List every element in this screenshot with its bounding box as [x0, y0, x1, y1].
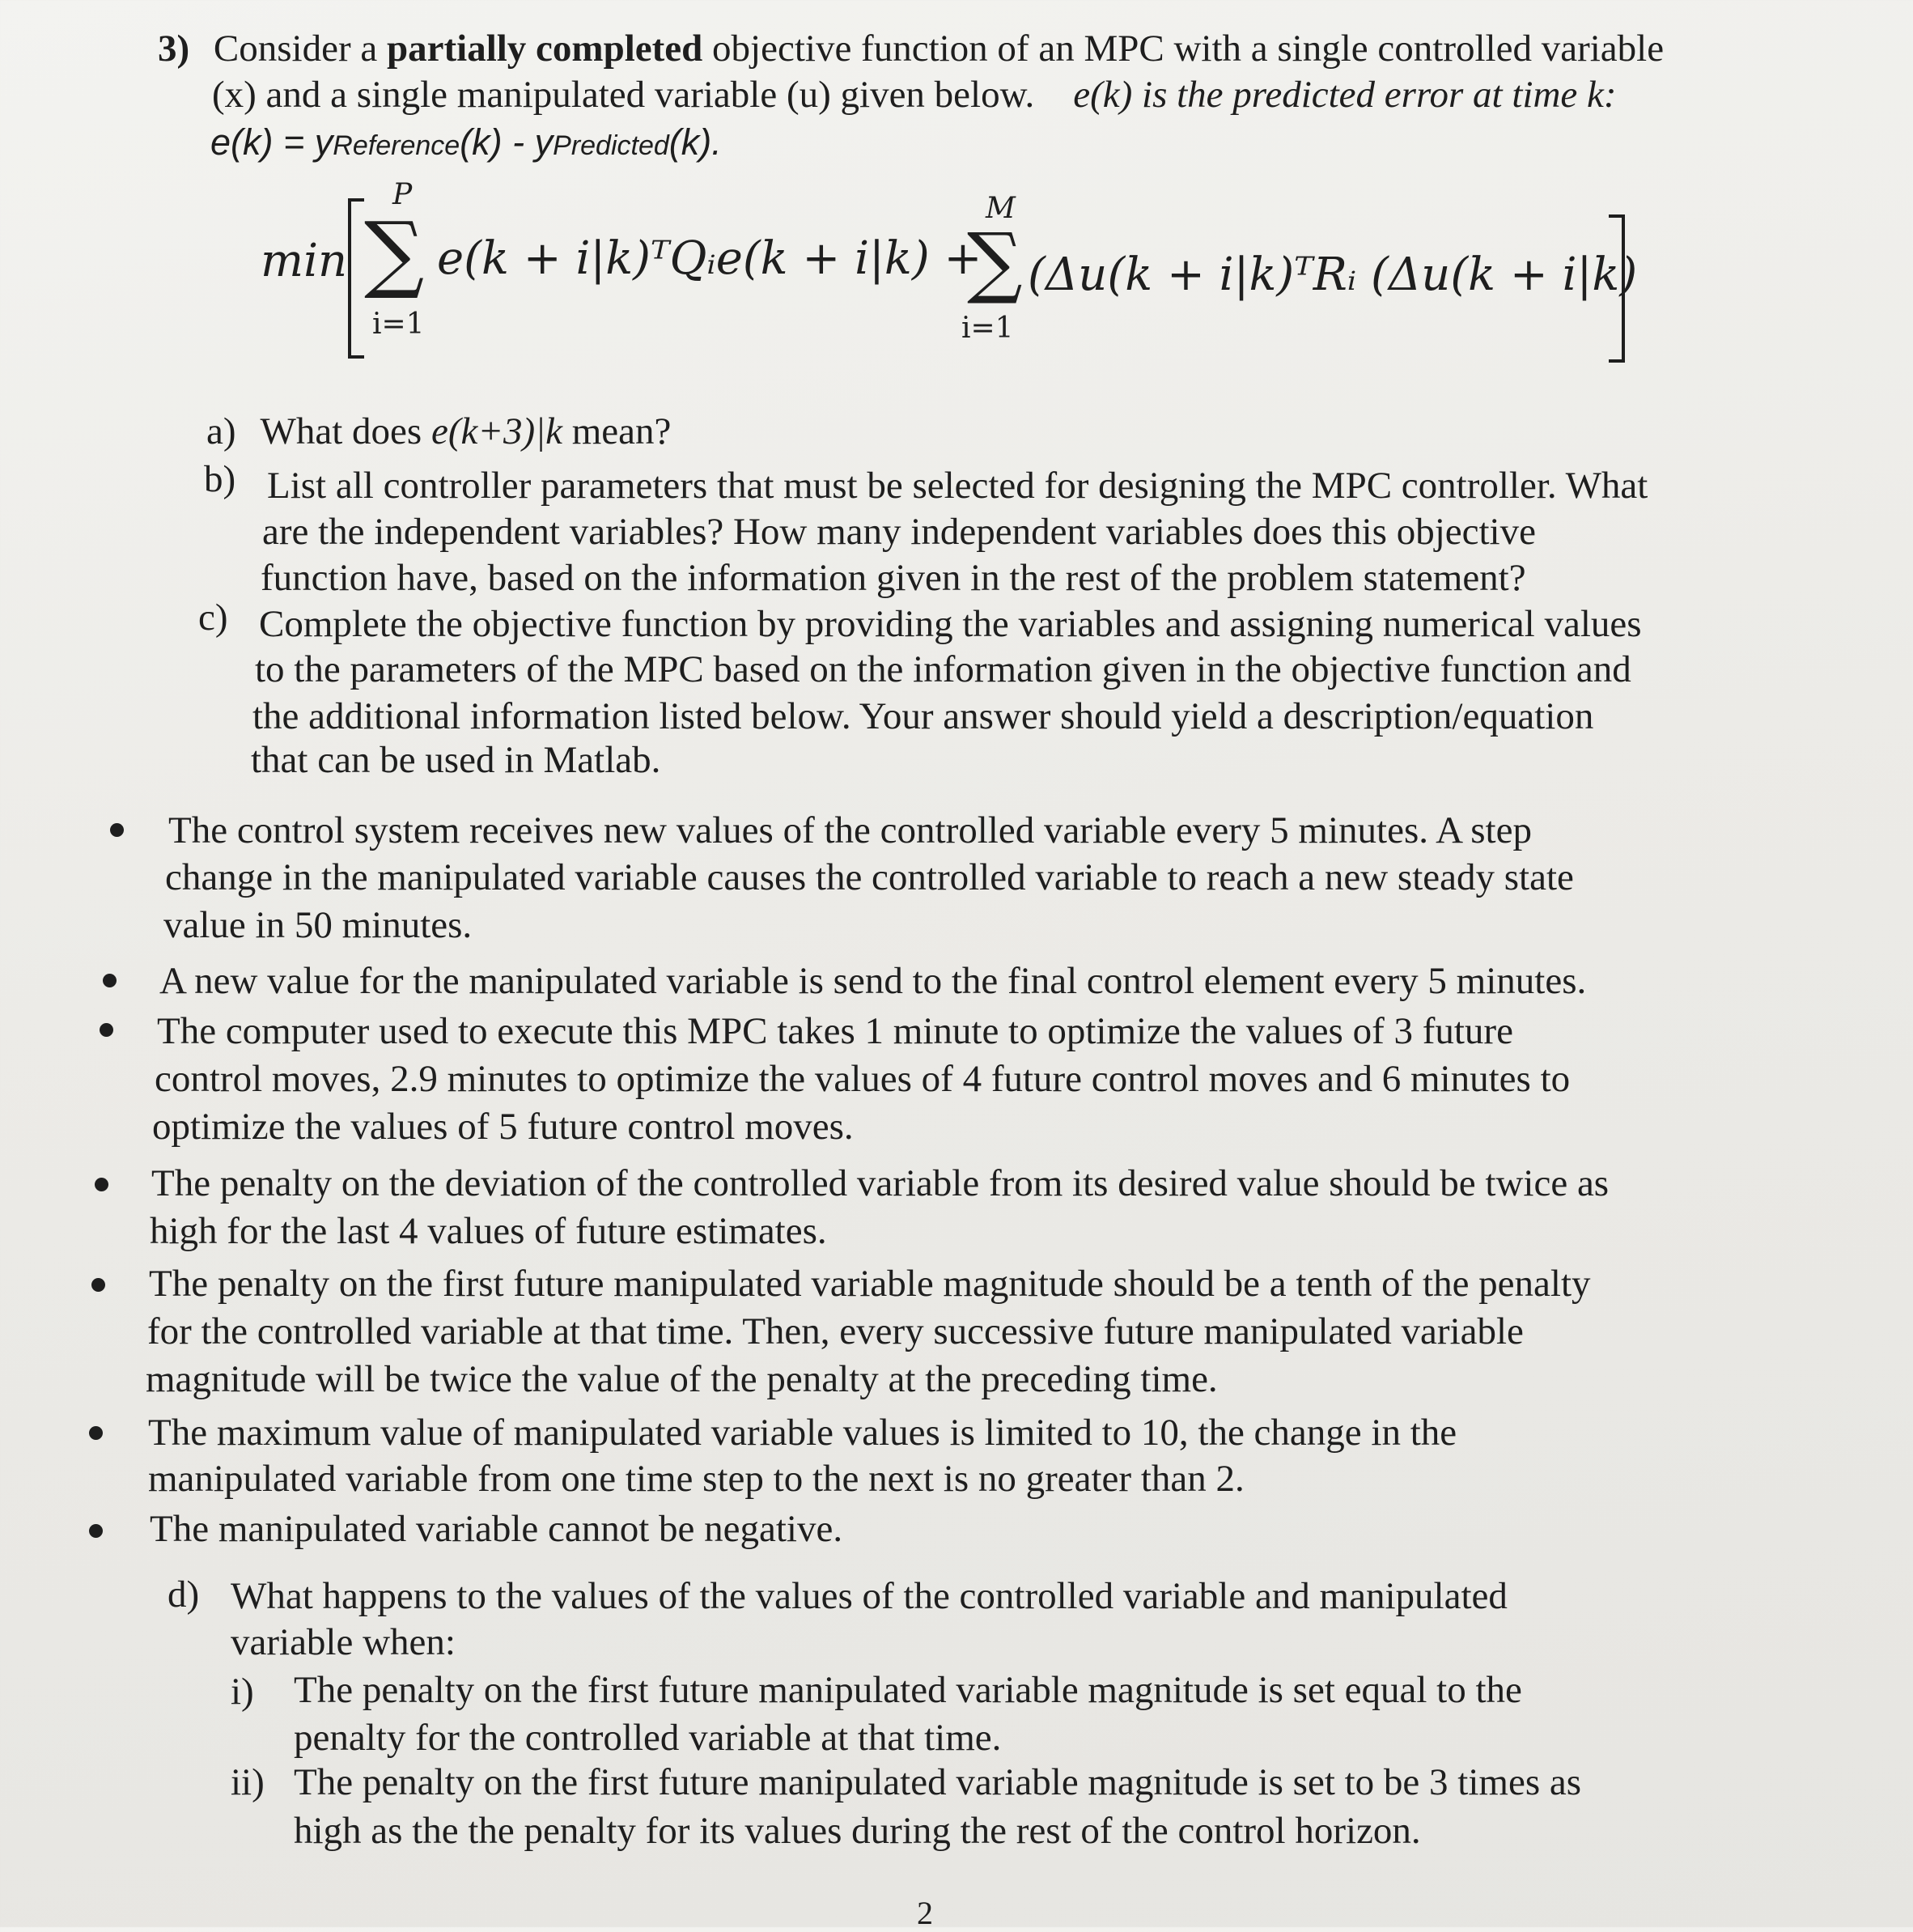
- bullet-1-line-3: value in 50 minutes.: [163, 904, 473, 946]
- sum1-upper-limit: P: [392, 178, 413, 211]
- page-number: 2: [917, 1895, 933, 1931]
- sum1-sigma: ∑: [364, 203, 425, 302]
- part-b-label: b): [204, 458, 236, 500]
- bullet-icon: [91, 1278, 105, 1292]
- bullet-5-line-3: magnitude will be twice the value of the penalty at the preceding time.: [146, 1358, 1218, 1400]
- part-b-line-3: function have, based on the information given in the rest of the problem statement?: [261, 557, 1526, 599]
- part-d-line-2: variable when:: [231, 1621, 456, 1663]
- bullet-icon: [89, 1524, 103, 1538]
- sum1-lower-limit: i=1: [372, 308, 425, 341]
- part-c-line-4: that can be used in Matlab.: [251, 739, 661, 781]
- bullet-icon: [110, 823, 124, 837]
- part-d-i-label: i): [231, 1671, 254, 1713]
- min-operator: min: [261, 235, 348, 287]
- bullet-icon: [103, 974, 117, 987]
- question-line-1: [158, 24, 1664, 73]
- part-b-line-2: are the independent variables? How many independent variables does this objective: [262, 511, 1536, 553]
- part-d-label: d): [168, 1573, 200, 1616]
- bullet-1-line-1: The control system receives new values of the controlled variable every 5 minutes. A step: [168, 809, 1532, 851]
- part-d-line-1: What happens to the values of the values of the controlled variable and manipulated: [231, 1575, 1508, 1617]
- part-a: a) What does e(k+3)|k mean?: [206, 410, 672, 452]
- bullet-5-line-2: for the controlled variable at that time. Then, every successive future manipulated variable: [147, 1310, 1524, 1352]
- sum2-sigma: ∑: [967, 216, 1023, 307]
- bullet-6-line-1: The maximum value of manipulated variable values is limited to 10, the change in the: [148, 1412, 1457, 1454]
- bullet-3-line-1: The computer used to execute this MPC takes 1 minute to optimize the values of 3 future: [157, 1010, 1513, 1052]
- bullet-7-line-1: The manipulated variable cannot be negative.: [150, 1508, 843, 1550]
- bullet-icon: [95, 1178, 108, 1191]
- bullet-icon: [100, 1023, 113, 1037]
- left-bracket: [348, 198, 364, 359]
- bullet-4-line-2: high for the last 4 values of future estimates.: [150, 1210, 827, 1252]
- question-intro-pre: Consider a: [213, 28, 387, 70]
- part-d-ii-line-1: The penalty on the first future manipulated variable magnitude is set to be 3 times as: [294, 1761, 1582, 1803]
- question-line-2: [212, 70, 1617, 119]
- question-number: 3): [158, 28, 190, 70]
- question-intro-post: objective function of an MPC with a single controlled variable: [702, 28, 1665, 70]
- part-d-ii-line-2: high as the the penalty for its values during the rest of the control horizon.: [294, 1810, 1421, 1852]
- part-c-label: c): [198, 597, 228, 639]
- term-control-move-weighted: (Δu(k + i|k)ᵀRᵢ (Δu(k + i|k): [1028, 248, 1638, 301]
- bullet-5-line-1: The penalty on the first future manipulated variable magnitude should be a tenth of the penalty: [149, 1263, 1591, 1305]
- bullet-4-line-1: The penalty on the deviation of the controlled variable from its desired value should be twice as: [151, 1162, 1610, 1204]
- term-error-weighted: e(k + i|k)ᵀQᵢe(k + i|k) +: [437, 232, 982, 285]
- bullet-6-line-2: manipulated variable from one time step to the next is no greater than 2.: [148, 1458, 1245, 1500]
- objective-function-equation: [243, 174, 1638, 360]
- right-bracket: [1609, 214, 1625, 363]
- question-line-2a: (x) and a single manipulated variable (u) given below.: [212, 74, 1035, 116]
- sum2-upper-limit: M: [986, 192, 1016, 225]
- part-d-i-line-2: penalty for the controlled variable at that time.: [294, 1717, 1002, 1759]
- bullet-1-line-2: change in the manipulated variable causes the controlled variable to reach a new steady state: [165, 856, 1574, 898]
- sum2-lower-limit: i=1: [961, 312, 1014, 345]
- bullet-3-line-3: optimize the values of 5 future control moves.: [152, 1106, 854, 1148]
- part-c-line-3: the additional information listed below. Your answer should yield a description/equation: [252, 695, 1594, 737]
- part-a-label: a): [206, 410, 236, 452]
- bullet-2-line-1: A new value for the manipulated variable is send to the final control element every 5 minutes.: [159, 960, 1587, 1002]
- part-d-i-line-1: The penalty on the first future manipulated variable magnitude is set equal to the: [294, 1669, 1522, 1711]
- part-c-line-1: Complete the objective function by providing the variables and assigning numerical values: [259, 603, 1642, 645]
- part-b-line-1: List all controller parameters that must be selected for designing the MPC controller. What: [267, 465, 1648, 507]
- part-d-ii-label: ii): [231, 1761, 265, 1803]
- bullet-3-line-2: control moves, 2.9 minutes to optimize the values of 4 future control moves and 6 minutes to: [155, 1058, 1571, 1100]
- question-intro-bold: partially completed: [386, 28, 703, 70]
- error-definition: e(k) = yReference(k) - yPredicted(k).: [210, 121, 722, 163]
- question-line-2b: e(k) is the predicted error at time k:: [1073, 74, 1617, 116]
- bullet-icon: [89, 1426, 103, 1440]
- part-c-line-2: to the parameters of the MPC based on the information given in the objective function and: [255, 648, 1631, 690]
